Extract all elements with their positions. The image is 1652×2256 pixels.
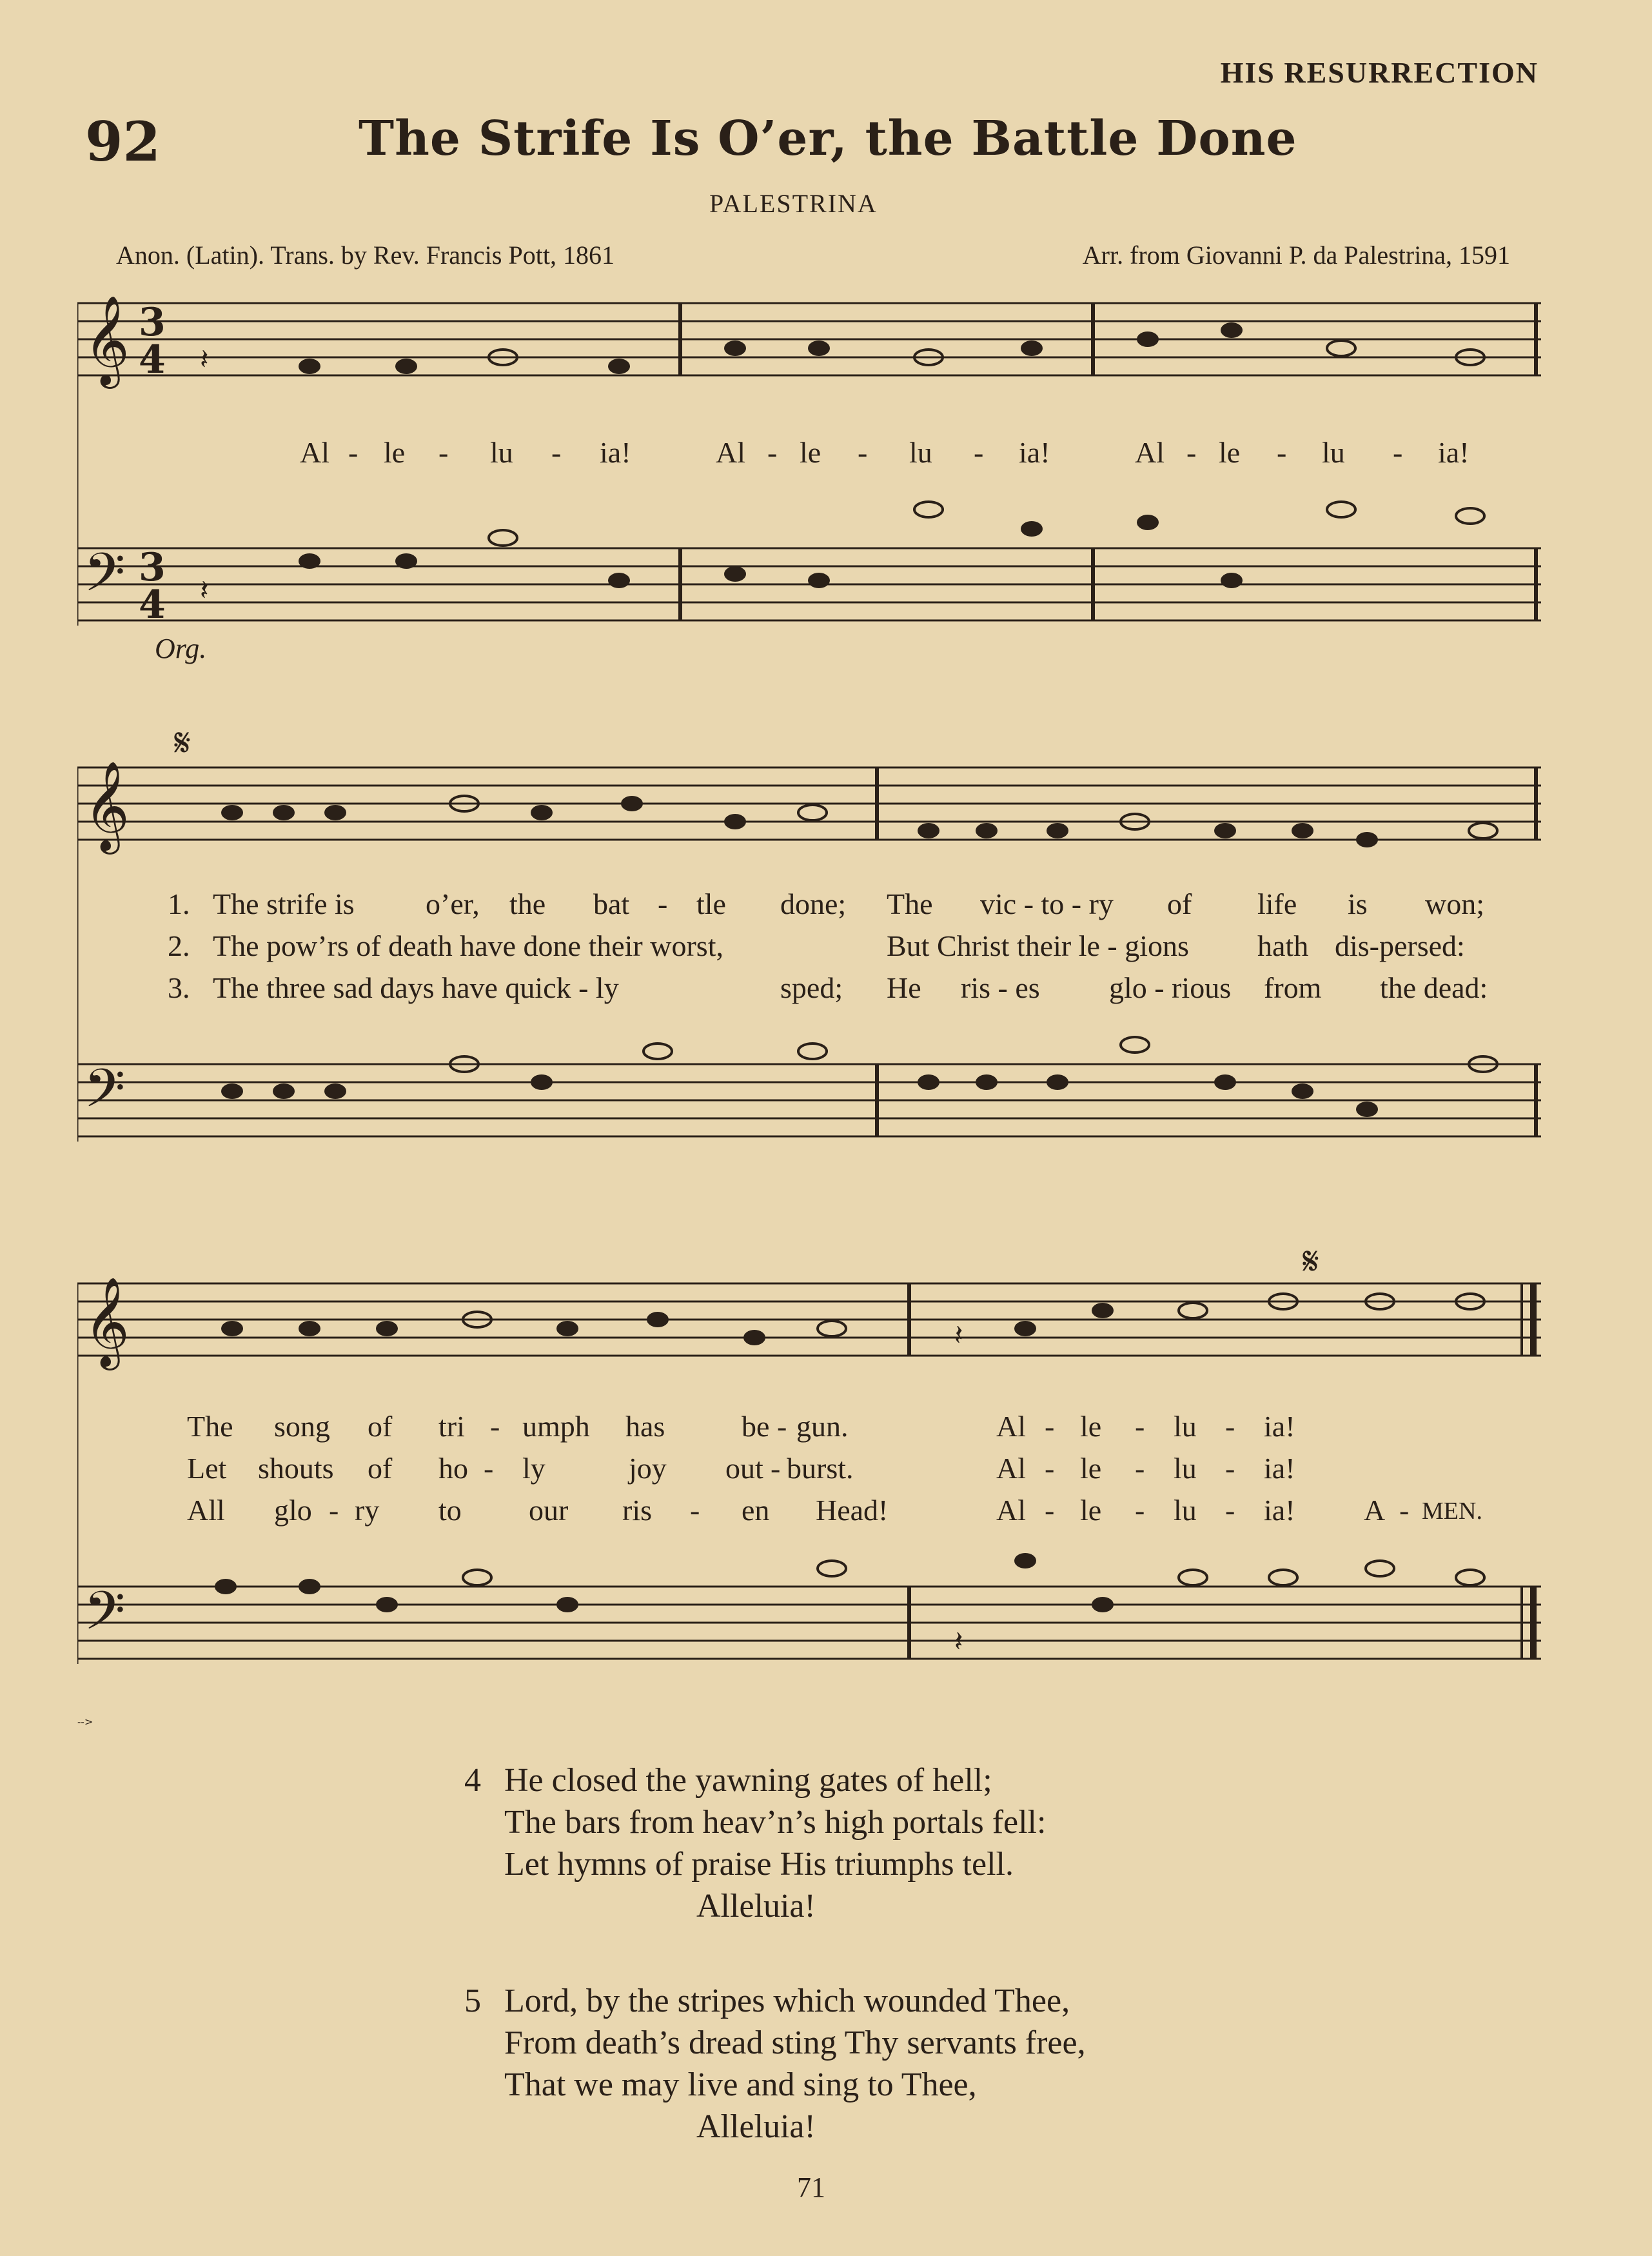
lyric-syllable: glo xyxy=(274,1494,312,1527)
lyric-syllable: our xyxy=(529,1494,569,1527)
verse-2-line-2 xyxy=(77,1451,1541,1490)
lyric-syllable: Head! xyxy=(816,1494,889,1527)
music-credit: Arr. from Giovanni P. da Palestrina, 1591 xyxy=(1082,241,1510,270)
lyric-syllable: MEN. xyxy=(1422,1498,1482,1525)
lyric-syllable: of xyxy=(1167,887,1192,920)
lyric-syllable: - xyxy=(974,436,984,469)
svg-text:𝄢: 𝄢 xyxy=(84,1057,126,1133)
lyric-syllable: won; xyxy=(1425,887,1484,920)
lyric-syllable: - xyxy=(1045,1410,1055,1443)
music-system-3: 𝄞 𝄢 𝄋 𝄽 𝄽 --> The song of tri - umph has be - gun. Al - le - lu - ia! Let shouts of ho - ly joy out - burst. Al - le - lu - ia! All glo - ry to our ris - en Head! Al - le - lu - ia! A - MEN. xyxy=(77,1238,1541,1716)
lyric-syllable: lu xyxy=(1174,1410,1197,1443)
lyric-syllable: The xyxy=(887,887,933,920)
lyric-syllable: ia! xyxy=(600,436,631,469)
lyric-syllable: - xyxy=(1135,1452,1145,1485)
lyric-syllable: - xyxy=(771,1452,781,1485)
lyric-syllable: - xyxy=(329,1494,339,1527)
lyric-syllable: All xyxy=(187,1494,225,1527)
words-credit: Anon. (Latin). Trans. by Rev. Francis Pott, 1861 xyxy=(116,241,615,270)
lyric-syllable: of xyxy=(368,1410,393,1443)
lyric-syllable: - xyxy=(1399,1494,1410,1527)
music-system-2 xyxy=(77,716,1541,1187)
lyric-syllable: en xyxy=(742,1494,770,1527)
lyric-syllable: the dead: xyxy=(1380,971,1488,1004)
lyric-syllable: done; xyxy=(780,887,847,920)
lyric-syllable: to xyxy=(438,1494,462,1527)
svg-text:3: 3 xyxy=(139,300,166,345)
lyric-syllable: - xyxy=(1225,1410,1235,1443)
lyric-syllable: - xyxy=(484,1452,494,1485)
section-heading: HIS RESURRECTION xyxy=(1220,56,1539,89)
lyric-syllable: Al xyxy=(996,1452,1026,1485)
music-system-1 xyxy=(77,290,1541,677)
lyric-syllable: out xyxy=(725,1452,763,1485)
lyric-syllable: dis-persed: xyxy=(1335,929,1465,962)
stanza-line: He closed the yawning gates of hell; xyxy=(504,1762,992,1799)
svg-text:𝄋: 𝄋 xyxy=(1303,1239,1319,1284)
lyric-syllable: le xyxy=(800,436,821,469)
lyric-syllable: ia! xyxy=(1264,1494,1295,1527)
lyric-syllable: le xyxy=(1080,1494,1102,1527)
lyric-syllable: le xyxy=(384,436,406,469)
lyric-syllable: lu xyxy=(490,436,513,469)
lyric-syllable: 2. xyxy=(168,929,190,962)
lyric-syllable: - xyxy=(1277,436,1287,469)
lyric-syllable: ry xyxy=(355,1494,380,1527)
segno-sign: 𝄋 xyxy=(174,720,191,766)
lyric-syllable: The three sad days have quick - ly xyxy=(213,971,619,1004)
lyric-syllable: - xyxy=(1045,1452,1055,1485)
lyric-syllable: ia! xyxy=(1264,1452,1295,1485)
page-number: 71 xyxy=(797,2172,825,2203)
staff-system-1-graphic xyxy=(77,290,1541,677)
lyric-syllable: - xyxy=(858,436,868,469)
lyric-syllable: Let xyxy=(187,1452,227,1485)
lyric-syllable: - xyxy=(767,436,778,469)
hymn-title: The Strife Is O’er, the Battle Done xyxy=(359,111,1297,166)
lyric-syllable: ris xyxy=(622,1494,652,1527)
hymn-number: 92 xyxy=(85,110,161,173)
svg-text:𝄽: 𝄽 xyxy=(954,1625,963,1658)
lyric-syllable: ia! xyxy=(1019,436,1050,469)
lyric-syllable: be xyxy=(742,1410,770,1443)
lyric-syllable: le xyxy=(1219,436,1241,469)
stanza-line: Let hymns of praise His triumphs tell. xyxy=(504,1846,1014,1883)
svg-text:𝄢: 𝄢 xyxy=(84,1579,126,1655)
lyric-syllable: - xyxy=(658,887,668,920)
lyric-syllable: 3. xyxy=(168,971,190,1004)
lyric-syllable: Al xyxy=(300,436,329,469)
lyric-syllable: shouts xyxy=(258,1452,334,1485)
stanza-4 xyxy=(464,1759,1046,1927)
lyric-syllable: ia! xyxy=(1264,1410,1295,1443)
lyric-syllable: from xyxy=(1264,971,1322,1004)
lyric-syllable: sped; xyxy=(780,971,843,1004)
lyric-syllable: umph xyxy=(522,1410,590,1443)
stanza-5 xyxy=(464,1980,1086,2148)
lyric-syllable: - xyxy=(1225,1452,1235,1485)
stanza-line: Lord, by the stripes which wounded Thee, xyxy=(504,1983,1070,2019)
svg-text:4: 4 xyxy=(139,337,166,382)
svg-text:𝄢: 𝄢 xyxy=(84,541,126,617)
lyric-syllable: - xyxy=(438,436,449,469)
stanza-line: The bars from heav’n’s high portals fell: xyxy=(504,1804,1047,1841)
verse-1-line-1 xyxy=(77,887,1541,925)
stanza-line: That we may live and sing to Thee, xyxy=(504,2066,977,2103)
lyric-syllable: the xyxy=(509,887,546,920)
verse-2-line-1 xyxy=(77,929,1541,967)
stanza-line: Alleluia! xyxy=(696,2108,816,2145)
lyric-syllable: of xyxy=(368,1452,393,1485)
lyric-syllable: ris - es xyxy=(961,971,1040,1004)
lyric-syllable: Al xyxy=(996,1494,1026,1527)
stanza-number: 5 xyxy=(464,1983,481,2019)
tune-name: PALESTRINA xyxy=(709,189,878,218)
stanza-line: From death’s dread sting Thy servants free, xyxy=(504,2024,1086,2061)
verse-3-line-2 xyxy=(77,1493,1541,1532)
lyric-syllable: The strife is xyxy=(213,887,355,920)
verse-1-line-2 xyxy=(77,1409,1541,1448)
lyric-syllable: - xyxy=(1045,1494,1055,1527)
svg-text:𝄽: 𝄽 xyxy=(954,1319,963,1352)
lyric-syllable: - xyxy=(777,1410,787,1443)
verse-3-line-1 xyxy=(77,971,1541,1009)
lyric-syllable: - xyxy=(1135,1494,1145,1527)
lyric-syllable: has xyxy=(625,1410,665,1443)
lyric-syllable: joy xyxy=(629,1452,667,1485)
svg-text:𝄽: 𝄽 xyxy=(200,574,209,607)
lyric-syllable: - xyxy=(490,1410,500,1443)
lyric-syllable: glo - rious xyxy=(1109,971,1232,1004)
svg-text:𝄞: 𝄞 xyxy=(84,1277,130,1367)
lyric-syllable: gun. xyxy=(796,1410,849,1443)
lyric-syllable: Al xyxy=(1135,436,1165,469)
lyric-syllable: - xyxy=(551,436,562,469)
lyric-syllable: - xyxy=(1393,436,1403,469)
lyric-syllable: tle xyxy=(696,887,726,920)
lyric-syllable: 1. xyxy=(168,887,190,920)
lyric-syllable: le xyxy=(1080,1410,1102,1443)
lyric-syllable: hath xyxy=(1257,929,1309,962)
intro-lyrics xyxy=(77,435,1541,474)
lyric-syllable: ly xyxy=(522,1452,546,1485)
lyric-syllable: lu xyxy=(1174,1494,1197,1527)
lyric-syllable: tri xyxy=(438,1410,465,1443)
lyric-syllable: He xyxy=(887,971,921,1004)
lyric-syllable: The pow’rs of death have done their worst, xyxy=(213,929,723,962)
stanza-number: 4 xyxy=(464,1762,481,1799)
lyric-syllable: - xyxy=(348,436,359,469)
lyric-syllable: - xyxy=(1225,1494,1235,1527)
lyric-syllable: But Christ their le - gions xyxy=(887,929,1189,962)
lyric-syllable: The xyxy=(187,1410,233,1443)
lyric-syllable: Al xyxy=(716,436,745,469)
lyric-syllable: ho xyxy=(438,1452,468,1485)
lyric-syllable: burst. xyxy=(787,1452,854,1485)
lyric-syllable: A xyxy=(1364,1494,1386,1527)
stanza-line: Alleluia! xyxy=(696,1888,816,1925)
lyric-syllable: is xyxy=(1348,887,1368,920)
lyric-syllable: song xyxy=(274,1410,330,1443)
lyric-syllable: life xyxy=(1257,887,1297,920)
svg-text:4: 4 xyxy=(139,582,166,628)
lyric-syllable: - xyxy=(1135,1410,1145,1443)
svg-text:3: 3 xyxy=(139,545,166,590)
lyric-syllable: - xyxy=(690,1494,700,1527)
lyric-syllable: le xyxy=(1080,1452,1102,1485)
lyric-syllable: lu xyxy=(909,436,932,469)
lyric-syllable: lu xyxy=(1174,1452,1197,1485)
svg-text:𝄞: 𝄞 xyxy=(84,761,130,851)
lyric-syllable: vic - to - ry xyxy=(980,887,1114,920)
lyric-syllable: Al xyxy=(996,1410,1026,1443)
lyric-syllable: ia! xyxy=(1438,436,1470,469)
lyric-syllable: o’er, xyxy=(426,887,480,920)
lyric-syllable: bat xyxy=(593,887,630,920)
svg-text:𝄞: 𝄞 xyxy=(84,295,130,385)
svg-text:𝄽: 𝄽 xyxy=(200,343,209,376)
lyric-syllable: - xyxy=(1186,436,1197,469)
lyric-syllable: lu xyxy=(1322,436,1345,469)
organ-label: Org. xyxy=(155,633,207,664)
